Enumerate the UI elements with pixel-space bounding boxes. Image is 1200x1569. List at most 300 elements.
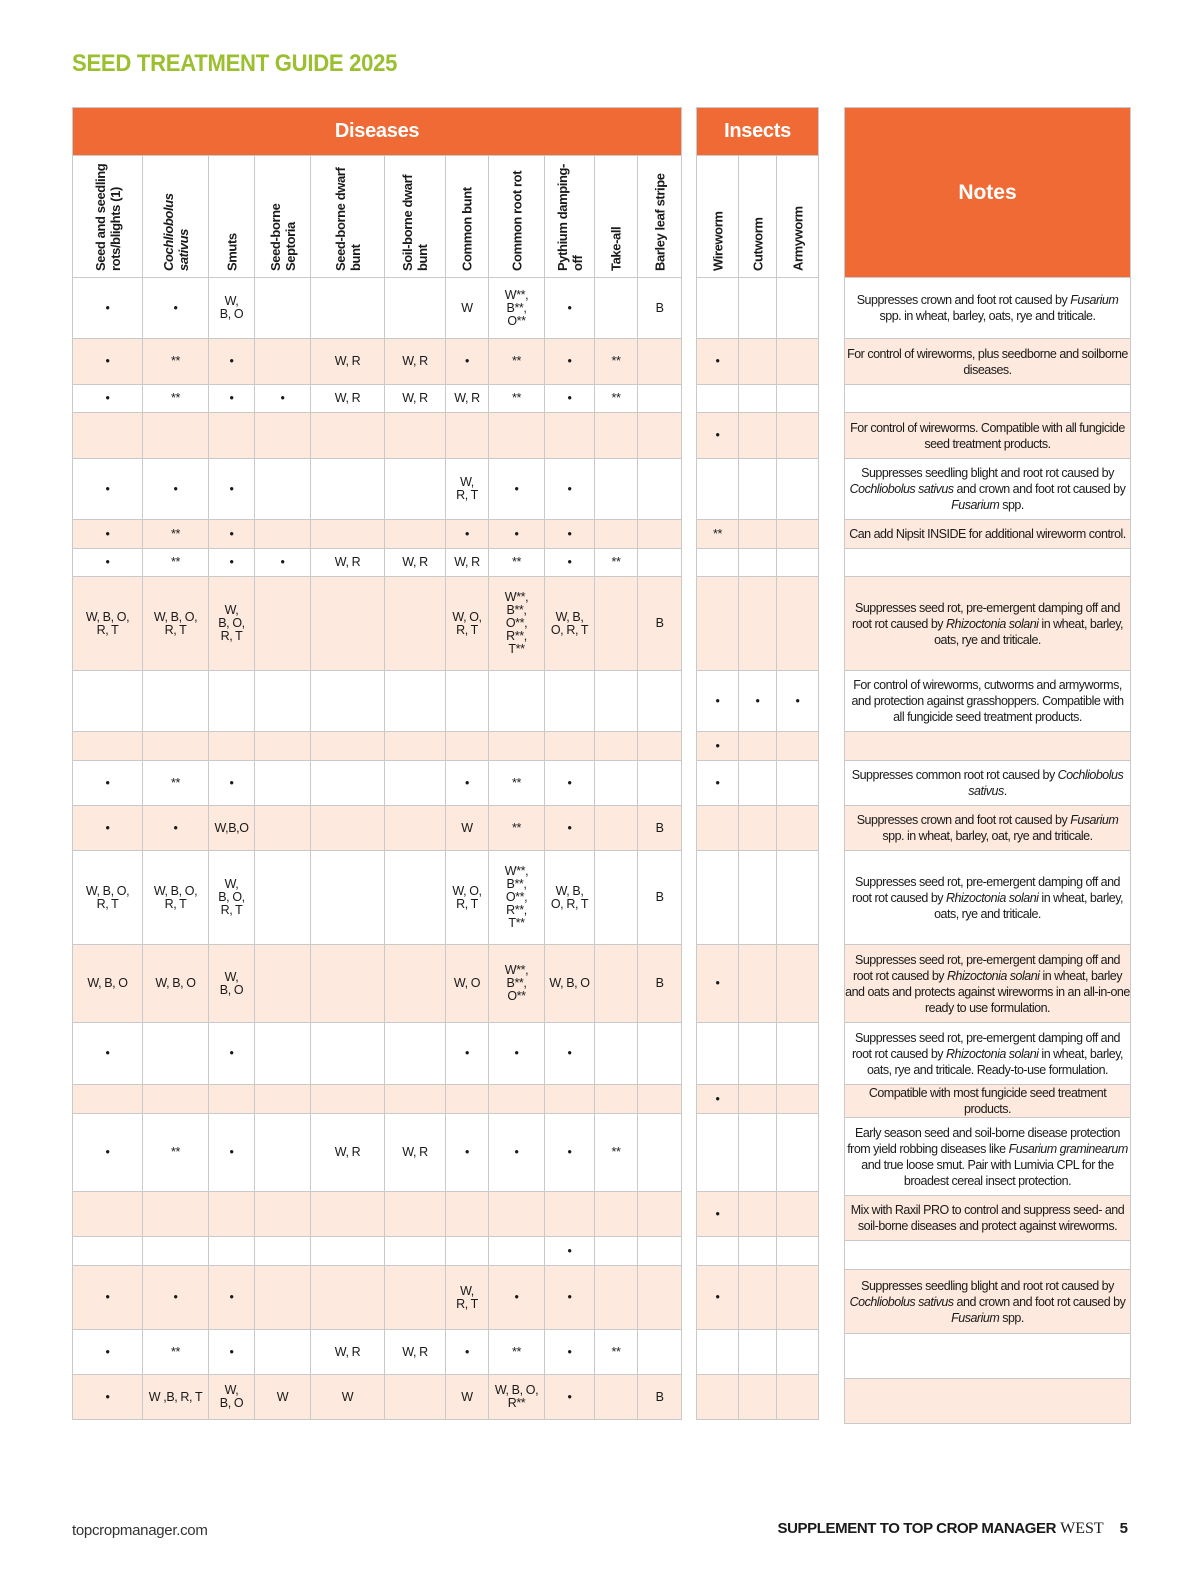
insect-cell [739, 806, 777, 851]
table-row [697, 761, 819, 806]
disease-cell: • [545, 1237, 595, 1266]
disease-cell [143, 1023, 209, 1085]
disease-cell [595, 1375, 638, 1420]
disease-cell [638, 1023, 682, 1085]
insect-cell [777, 1023, 819, 1085]
table-row [73, 1266, 682, 1330]
disease-cell [385, 732, 446, 761]
table-row [697, 806, 819, 851]
disease-cell [385, 459, 446, 520]
disease-cell [446, 413, 489, 459]
insect-cell [697, 1114, 739, 1192]
column-header-label: Armyworm [790, 206, 805, 271]
disease-cell: W, B, O, R, T [73, 851, 143, 945]
insect-cell [739, 549, 777, 577]
disease-cell [595, 413, 638, 459]
note-cell: Compatible with most fungicide seed treatment products. [845, 1085, 1131, 1118]
note-cell [845, 1379, 1131, 1424]
note-cell: Suppresses seed rot, pre-emergent damping off and root rot caused by Rhizoctonia solani in wheat, barley, oats, rye and triticale. [845, 851, 1131, 945]
disease-cell: W, O [446, 945, 489, 1023]
disease-cell: • [446, 1023, 489, 1085]
disease-cell [638, 413, 682, 459]
disease-cell: • [209, 1023, 255, 1085]
disease-cell: W [255, 1375, 311, 1420]
table-row [73, 945, 682, 1023]
disease-cell: • [545, 339, 595, 385]
page-title: SEED TREATMENT GUIDE 2025 [72, 50, 398, 77]
disease-cell [595, 577, 638, 671]
disease-cell [446, 1237, 489, 1266]
disease-cell [385, 1023, 446, 1085]
disease-cell [311, 732, 385, 761]
disease-cell [595, 520, 638, 549]
disease-cell [595, 1237, 638, 1266]
disease-cell [311, 459, 385, 520]
disease-cell [595, 278, 638, 339]
disease-cell: • [255, 549, 311, 577]
disease-cell [595, 945, 638, 1023]
disease-cell [143, 413, 209, 459]
disease-cell [311, 413, 385, 459]
disease-cell [73, 1192, 143, 1237]
insect-cell [777, 1375, 819, 1420]
disease-cell [255, 1114, 311, 1192]
table-row [697, 413, 819, 459]
insects-table [696, 107, 819, 1420]
disease-cell: W, R [385, 385, 446, 413]
disease-cell [385, 1085, 446, 1114]
disease-cell: W, R [446, 385, 489, 413]
disease-column-header [638, 156, 682, 278]
insect-cell [777, 1192, 819, 1237]
table-row [73, 577, 682, 671]
disease-cell: • [545, 1114, 595, 1192]
insect-cell [777, 1330, 819, 1375]
disease-cell: ** [489, 549, 545, 577]
table-row [845, 1241, 1131, 1270]
disease-column-header [595, 156, 638, 278]
disease-cell: • [489, 1023, 545, 1085]
disease-cell [385, 945, 446, 1023]
disease-cell [446, 1085, 489, 1114]
insect-cell: • [697, 1266, 739, 1330]
table-row [845, 413, 1131, 459]
disease-cell: ** [489, 806, 545, 851]
insect-cell [697, 1330, 739, 1375]
disease-cell: W**, B**, O** [489, 945, 545, 1023]
table-row [697, 1192, 819, 1237]
disease-cell [255, 806, 311, 851]
table-row [73, 413, 682, 459]
diseases-table [72, 107, 682, 1420]
disease-cell [385, 1375, 446, 1420]
disease-cell: • [489, 1114, 545, 1192]
table-row [845, 1085, 1131, 1118]
disease-cell: • [446, 1330, 489, 1375]
column-header-label: Smuts [224, 233, 239, 271]
disease-cell: • [489, 520, 545, 549]
disease-cell [311, 851, 385, 945]
disease-cell: • [545, 761, 595, 806]
disease-cell [638, 385, 682, 413]
disease-cell [311, 671, 385, 732]
insect-cell: • [697, 1192, 739, 1237]
disease-cell [489, 1085, 545, 1114]
disease-cell [489, 732, 545, 761]
disease-cell [595, 851, 638, 945]
table-row [73, 549, 682, 577]
disease-cell [255, 1023, 311, 1085]
disease-cell [595, 1023, 638, 1085]
disease-cell: • [545, 806, 595, 851]
disease-cell [385, 671, 446, 732]
disease-cell [595, 1266, 638, 1330]
disease-cell: ** [143, 339, 209, 385]
disease-cell [489, 1237, 545, 1266]
insect-cell [739, 577, 777, 671]
table-row [73, 1237, 682, 1266]
column-header-label: Seed-borne Septoria [267, 203, 298, 271]
disease-cell [385, 851, 446, 945]
disease-cell: W, R [385, 339, 446, 385]
disease-cell [446, 732, 489, 761]
disease-cell: W, R, T [446, 459, 489, 520]
table-row [73, 385, 682, 413]
insect-cell [739, 1375, 777, 1420]
disease-cell [255, 459, 311, 520]
disease-cell [255, 413, 311, 459]
table-row [845, 1379, 1131, 1424]
note-cell: For control of wireworms, plus seedborne and soilborne diseases. [845, 339, 1131, 385]
disease-cell: • [255, 385, 311, 413]
disease-column-header [311, 156, 385, 278]
disease-cell [311, 761, 385, 806]
insect-cell [777, 732, 819, 761]
disease-cell: • [489, 1266, 545, 1330]
insect-cell [777, 577, 819, 671]
footer-publication [778, 1520, 1129, 1538]
insect-cell [777, 945, 819, 1023]
table-row [845, 671, 1131, 732]
disease-cell [255, 1266, 311, 1330]
disease-cell: • [73, 339, 143, 385]
disease-cell [595, 732, 638, 761]
table-row [697, 1266, 819, 1330]
disease-cell [385, 413, 446, 459]
disease-cell [385, 761, 446, 806]
disease-cell [311, 1237, 385, 1266]
disease-cell: W ,B, R, T [143, 1375, 209, 1420]
disease-cell [638, 1266, 682, 1330]
disease-column-header [446, 156, 489, 278]
disease-cell: ** [595, 1330, 638, 1375]
table-row [73, 1085, 682, 1114]
disease-cell [385, 1266, 446, 1330]
insect-cell [777, 1114, 819, 1192]
disease-cell: W, R [385, 1114, 446, 1192]
insect-cell [697, 278, 739, 339]
insect-cell [739, 1023, 777, 1085]
table-row [697, 1375, 819, 1420]
disease-cell [489, 413, 545, 459]
insect-column-headers [697, 156, 819, 278]
insect-cell [777, 339, 819, 385]
disease-cell: • [73, 1330, 143, 1375]
disease-cell [311, 806, 385, 851]
table-row [845, 806, 1131, 851]
insect-cell [777, 1085, 819, 1114]
disease-cell: • [209, 761, 255, 806]
disease-cell [209, 1085, 255, 1114]
disease-cell: W,B,O [209, 806, 255, 851]
column-header-label: Wireworm [710, 211, 725, 271]
insect-cell: ** [697, 520, 739, 549]
disease-cell [311, 278, 385, 339]
disease-cell: • [545, 520, 595, 549]
disease-cell: • [73, 385, 143, 413]
insect-column-header [777, 156, 819, 278]
disease-cell: W, B, O, R, T [73, 577, 143, 671]
disease-cell [209, 413, 255, 459]
disease-cell [385, 1192, 446, 1237]
disease-cell [545, 671, 595, 732]
insect-cell [777, 761, 819, 806]
table-row [73, 278, 682, 339]
disease-cell: ** [143, 1114, 209, 1192]
disease-cell [311, 577, 385, 671]
table-row [845, 945, 1131, 1023]
table-row [73, 732, 682, 761]
disease-cell: • [209, 339, 255, 385]
disease-cell: W, R, T [446, 1266, 489, 1330]
disease-cell: ** [489, 761, 545, 806]
insect-cell [697, 806, 739, 851]
insect-cell [777, 851, 819, 945]
disease-cell: W**, B**, O** [489, 278, 545, 339]
table-row [73, 1192, 682, 1237]
table-row [73, 1114, 682, 1192]
disease-cell: • [209, 549, 255, 577]
note-cell: Suppresses crown and foot rot caused by Fusarium spp. in wheat, barley, oat, rye and triticale. [845, 806, 1131, 851]
disease-cell [143, 1085, 209, 1114]
disease-cell: ** [595, 339, 638, 385]
disease-cell: B [638, 577, 682, 671]
insect-cell [739, 851, 777, 945]
insect-cell: • [739, 671, 777, 732]
footer-edition: WEST [1060, 1520, 1104, 1537]
disease-cell [311, 1266, 385, 1330]
disease-column-header [143, 156, 209, 278]
table-row [697, 851, 819, 945]
disease-cell [638, 459, 682, 520]
insect-cell [697, 577, 739, 671]
insect-cell: • [697, 945, 739, 1023]
insect-cell [777, 549, 819, 577]
disease-cell: • [73, 1266, 143, 1330]
disease-cell: W, R [446, 549, 489, 577]
disease-cell [73, 413, 143, 459]
disease-cell: • [545, 1375, 595, 1420]
table-row [697, 385, 819, 413]
disease-cell [638, 549, 682, 577]
disease-cell: • [209, 1266, 255, 1330]
insect-cell [777, 520, 819, 549]
disease-cell: W, R [385, 1330, 446, 1375]
insect-cell [697, 1375, 739, 1420]
disease-cell: • [545, 278, 595, 339]
table-row [697, 732, 819, 761]
table-row [845, 549, 1131, 577]
insect-cell [697, 459, 739, 520]
disease-cell [638, 732, 682, 761]
disease-cell [385, 520, 446, 549]
disease-cell: W [446, 806, 489, 851]
disease-cell: • [446, 1114, 489, 1192]
insect-cell: • [697, 1085, 739, 1114]
disease-cell: W, R [311, 339, 385, 385]
note-cell: Suppresses common root rot caused by Cochliobolus sativus. [845, 761, 1131, 806]
disease-cell [311, 1192, 385, 1237]
disease-cell [209, 732, 255, 761]
disease-cell [73, 732, 143, 761]
disease-cell: W, B, O [209, 945, 255, 1023]
disease-cell: W, O, R, T [446, 577, 489, 671]
disease-cell: W, B, O, R, T [209, 577, 255, 671]
disease-cell: • [73, 806, 143, 851]
column-header-label: Barley leaf stripe [652, 173, 668, 271]
disease-cell [255, 1085, 311, 1114]
disease-cell: • [545, 1330, 595, 1375]
note-cell: Suppresses crown and foot rot caused by Fusarium spp. in wheat, barley, oats, rye and triticale. [845, 278, 1131, 339]
disease-cell [595, 459, 638, 520]
page-number: 5 [1119, 1520, 1128, 1537]
disease-cell [311, 1085, 385, 1114]
disease-cell: B [638, 851, 682, 945]
disease-cell: ** [489, 385, 545, 413]
table-row [73, 1375, 682, 1420]
disease-cell [545, 413, 595, 459]
disease-cell: • [73, 278, 143, 339]
column-header-label: Take-all [608, 226, 624, 271]
insect-cell [739, 761, 777, 806]
disease-cell: • [209, 1114, 255, 1192]
disease-cell: B [638, 1375, 682, 1420]
insect-cell: • [697, 671, 739, 732]
insect-cell [739, 945, 777, 1023]
disease-cell [638, 1237, 682, 1266]
insect-cell [739, 278, 777, 339]
disease-column-header [73, 156, 143, 278]
insect-cell [697, 851, 739, 945]
disease-cell [595, 1085, 638, 1114]
note-cell: Early season seed and soil-borne disease protection from yield robbing diseases like Fusarium graminearum and true loose smut. Pair with Lumivia CPL for the broadest cereal insect protection. [845, 1118, 1131, 1196]
disease-cell: • [209, 1330, 255, 1375]
table-row [73, 671, 682, 732]
disease-cell: W, B, O, R, T [143, 851, 209, 945]
disease-cell: • [209, 385, 255, 413]
insect-cell [739, 459, 777, 520]
table-row [697, 1085, 819, 1114]
disease-cell: • [209, 520, 255, 549]
table-row [73, 459, 682, 520]
disease-cell: • [489, 459, 545, 520]
disease-cell [638, 1114, 682, 1192]
column-header-label: Cochliobolus sativus [160, 193, 191, 271]
disease-cell [638, 671, 682, 732]
disease-cell [638, 520, 682, 549]
disease-column-headers [73, 156, 682, 278]
column-header-label: Seed-borne dwarf bunt [332, 167, 363, 271]
disease-cell: ** [143, 549, 209, 577]
table-row [697, 459, 819, 520]
disease-cell [255, 520, 311, 549]
disease-column-header [489, 156, 545, 278]
table-row [697, 1237, 819, 1266]
note-cell: Suppresses seedling blight and root rot caused by Cochliobolus sativus and crown and foot rot caused by Fusarium spp. [845, 459, 1131, 520]
table-row [697, 671, 819, 732]
column-header-label: Seed and seedling rots/blights (1) [92, 163, 123, 271]
insect-cell [777, 459, 819, 520]
insect-cell: • [777, 671, 819, 732]
disease-cell [489, 671, 545, 732]
disease-cell [255, 851, 311, 945]
disease-cell [255, 339, 311, 385]
disease-cell [255, 1192, 311, 1237]
table-row [73, 851, 682, 945]
insect-cell [739, 1192, 777, 1237]
table-row [697, 1023, 819, 1085]
disease-cell: • [545, 385, 595, 413]
footer-website: topcropmanager.com [72, 1522, 208, 1539]
disease-cell: W [446, 1375, 489, 1420]
disease-column-header [255, 156, 311, 278]
disease-cell [595, 671, 638, 732]
insect-cell [739, 339, 777, 385]
disease-cell: • [73, 761, 143, 806]
disease-cell [73, 1085, 143, 1114]
footer-supplement: SUPPLEMENT TO TOP CROP MANAGER [777, 1520, 1057, 1537]
column-header-label: Pythium damping-off [554, 164, 585, 271]
disease-cell [545, 1192, 595, 1237]
disease-cell: • [73, 520, 143, 549]
disease-cell: W, R [311, 385, 385, 413]
disease-cell: W, R [311, 1330, 385, 1375]
disease-cell: B [638, 945, 682, 1023]
insect-cell [777, 278, 819, 339]
disease-cell: • [446, 761, 489, 806]
insect-cell: • [697, 413, 739, 459]
disease-cell: • [143, 1266, 209, 1330]
column-header-label: Common bunt [459, 187, 475, 271]
table-row [73, 1330, 682, 1375]
table-row [845, 1196, 1131, 1241]
table-row [845, 732, 1131, 761]
disease-cell [385, 577, 446, 671]
insect-cell [777, 385, 819, 413]
disease-cell: • [73, 549, 143, 577]
disease-cell [385, 278, 446, 339]
note-cell: For control of wireworms, cutworms and armyworms, and protection against grasshoppers. Compatible with all fungicide seed treatment products. [845, 671, 1131, 732]
note-cell: Mix with Raxil PRO to control and suppress seed- and soil-borne diseases and protect against wireworms. [845, 1196, 1131, 1241]
disease-cell [595, 806, 638, 851]
table-row [845, 1118, 1131, 1196]
disease-cell [73, 1237, 143, 1266]
column-header-label: Common root rot [509, 170, 524, 271]
table-row [73, 339, 682, 385]
disease-cell: W**, B**, O**, R**, T** [489, 577, 545, 671]
note-cell: For control of wireworms. Compatible with all fungicide seed treatment products. [845, 413, 1131, 459]
disease-cell: • [545, 1266, 595, 1330]
